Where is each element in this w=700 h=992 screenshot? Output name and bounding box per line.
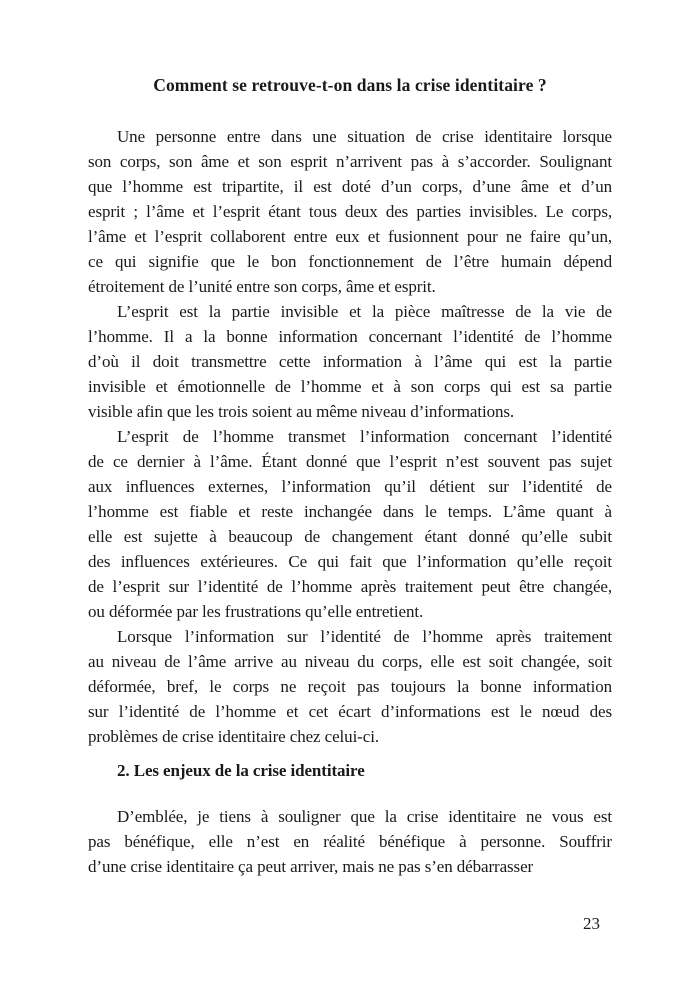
section-heading: 2. Les enjeux de la crise identitaire	[117, 761, 365, 780]
text-line: d’une crise identitaire ça peut arriver, mais ne pas s’en débarrasser	[88, 857, 534, 876]
paragraph	[88, 299, 612, 424]
text-line: ou déformée par les frustrations qu’elle entretient.	[88, 602, 424, 621]
paragraph	[88, 124, 612, 299]
text-line: de ce dernier à l’âme. Étant donné que l’esprit n’est souvent pas sujet	[88, 452, 612, 471]
text-line: déformée, bref, le corps ne reçoit pas toujours la bonne information	[88, 677, 612, 696]
text-line: son corps, son âme et son esprit n’arrivent pas à s’accorder. Soulignant	[88, 152, 612, 171]
text-line: esprit ; l’âme et l’esprit étant tous deux des parties invisibles. Le corps,	[88, 202, 612, 221]
page-number: 23	[583, 914, 600, 933]
paragraph	[88, 624, 612, 749]
text-line: sur l’identité de l’homme et cet écart d’informations est le nœud des	[88, 702, 612, 721]
body-text-before-heading	[88, 124, 612, 749]
text-line: visible afin que les trois soient au même niveau d’informations.	[88, 402, 515, 421]
text-line: l’homme. Il a la bonne information concernant l’identité de l’homme	[88, 327, 612, 346]
text-column	[88, 124, 612, 879]
body-text-after-heading	[88, 804, 612, 879]
text-line: L’esprit de l’homme transmet l’information concernant l’identité	[117, 427, 612, 446]
text-line: de l’esprit sur l’identité de l’homme après traitement peut être changée,	[88, 577, 612, 596]
paragraph	[88, 804, 612, 879]
text-line: problèmes de crise identitaire chez celui-ci.	[88, 727, 379, 746]
text-line: Lorsque l’information sur l’identité de l’homme après traitement	[117, 627, 612, 646]
text-line: pas bénéfique, elle n’est en réalité bénéfique à personne. Souffrir	[88, 832, 612, 851]
text-line: d’où il doit transmettre cette information à l’âme qui est la partie	[88, 352, 612, 371]
text-line: l’âme et l’esprit collaborent entre eux et fusionnent pour ne faire qu’un,	[88, 227, 612, 246]
text-line: que l’homme est tripartite, il est doté d’un corps, d’une âme et d’un	[88, 177, 612, 196]
text-line: ce qui signifie que le bon fonctionnement de l’être humain dépend	[88, 252, 612, 271]
text-line: invisible et émotionnelle de l’homme et à son corps qui est sa partie	[88, 377, 612, 396]
paragraph	[88, 424, 612, 624]
text-line: au niveau de l’âme arrive au niveau du corps, elle est soit changée, soit	[88, 652, 612, 671]
text-line: étroitement de l’unité entre son corps, âme et esprit.	[88, 277, 436, 296]
text-line: des influences extérieures. Ce qui fait que l’information qu’elle reçoit	[88, 552, 612, 571]
text-line: D’emblée, je tiens à souligner que la crise identitaire ne vous est	[117, 807, 612, 826]
text-line: L’esprit est la partie invisible et la pièce maîtresse de la vie de	[117, 302, 612, 321]
text-line: elle est sujette à beaucoup de changement étant donné qu’elle subit	[88, 527, 612, 546]
text-line: Une personne entre dans une situation de crise identitaire lorsque	[117, 127, 612, 146]
chapter-title: Comment se retrouve-t-on dans la crise identitaire ?	[153, 75, 547, 95]
text-line: l’homme est fiable et reste inchangée dans le temps. L’âme quant à	[88, 502, 612, 521]
text-line: aux influences externes, l’information qu’il détient sur l’identité de	[88, 477, 612, 496]
